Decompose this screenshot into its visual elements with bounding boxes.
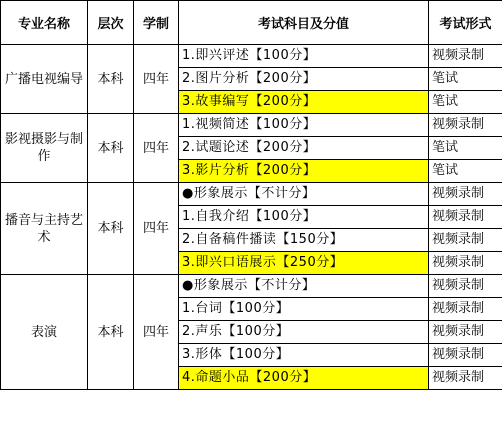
header-duration: 学制 (134, 1, 179, 45)
subject-cell-highlighted: 3.故事编写【200分】 (179, 91, 429, 114)
table-row (1, 275, 502, 298)
format-cell: 视频录制 (429, 321, 502, 344)
format-cell: 笔试 (429, 91, 502, 114)
major-name: 广播电视编导 (1, 45, 88, 114)
table-row (1, 183, 502, 206)
subject-cell: ●形象展示【不计分】 (179, 275, 429, 298)
subject-cell: 2.自备稿件播读【150分】 (179, 229, 429, 252)
format-cell: 笔试 (429, 160, 502, 183)
format-cell: 视频录制 (429, 45, 502, 68)
table-row (1, 45, 502, 68)
header-row (1, 1, 502, 45)
table-row (1, 114, 502, 137)
format-cell: 视频录制 (429, 275, 502, 298)
format-cell: 视频录制 (429, 344, 502, 367)
major-level: 本科 (88, 183, 134, 275)
subject-cell: 2.试题论述【200分】 (179, 137, 429, 160)
subject-cell-highlighted: 3.影片分析【200分】 (179, 160, 429, 183)
major-level: 本科 (88, 275, 134, 390)
subject-cell: 1.即兴评述【100分】 (179, 45, 429, 68)
subject-cell-highlighted: 4.命题小品【200分】 (179, 367, 429, 390)
subject-cell: 2.图片分析【200分】 (179, 68, 429, 91)
header-format: 考试形式 (429, 1, 502, 45)
major-level: 本科 (88, 114, 134, 183)
format-cell: 笔试 (429, 68, 502, 91)
major-name: 表演 (1, 275, 88, 390)
subject-cell: 2.声乐【100分】 (179, 321, 429, 344)
header-level: 层次 (88, 1, 134, 45)
major-duration: 四年 (134, 183, 179, 275)
major-duration: 四年 (134, 275, 179, 390)
subject-cell: 1.视频简述【100分】 (179, 114, 429, 137)
subject-cell: 1.台词【100分】 (179, 298, 429, 321)
subject-cell: ●形象展示【不计分】 (179, 183, 429, 206)
format-cell: 视频录制 (429, 183, 502, 206)
subject-cell: 3.形体【100分】 (179, 344, 429, 367)
header-subjects: 考试科目及分值 (179, 1, 429, 45)
format-cell: 视频录制 (429, 252, 502, 275)
major-duration: 四年 (134, 114, 179, 183)
major-name: 影视摄影与制作 (1, 114, 88, 183)
subject-cell: 1.自我介绍【100分】 (179, 206, 429, 229)
major-name: 播音与主持艺术 (1, 183, 88, 275)
header-major: 专业名称 (1, 1, 88, 45)
format-cell: 视频录制 (429, 114, 502, 137)
subject-cell-highlighted: 3.即兴口语展示【250分】 (179, 252, 429, 275)
format-cell: 视频录制 (429, 229, 502, 252)
major-level: 本科 (88, 45, 134, 114)
format-cell: 视频录制 (429, 206, 502, 229)
format-cell: 视频录制 (429, 298, 502, 321)
format-cell: 视频录制 (429, 367, 502, 390)
major-duration: 四年 (134, 45, 179, 114)
format-cell: 笔试 (429, 137, 502, 160)
